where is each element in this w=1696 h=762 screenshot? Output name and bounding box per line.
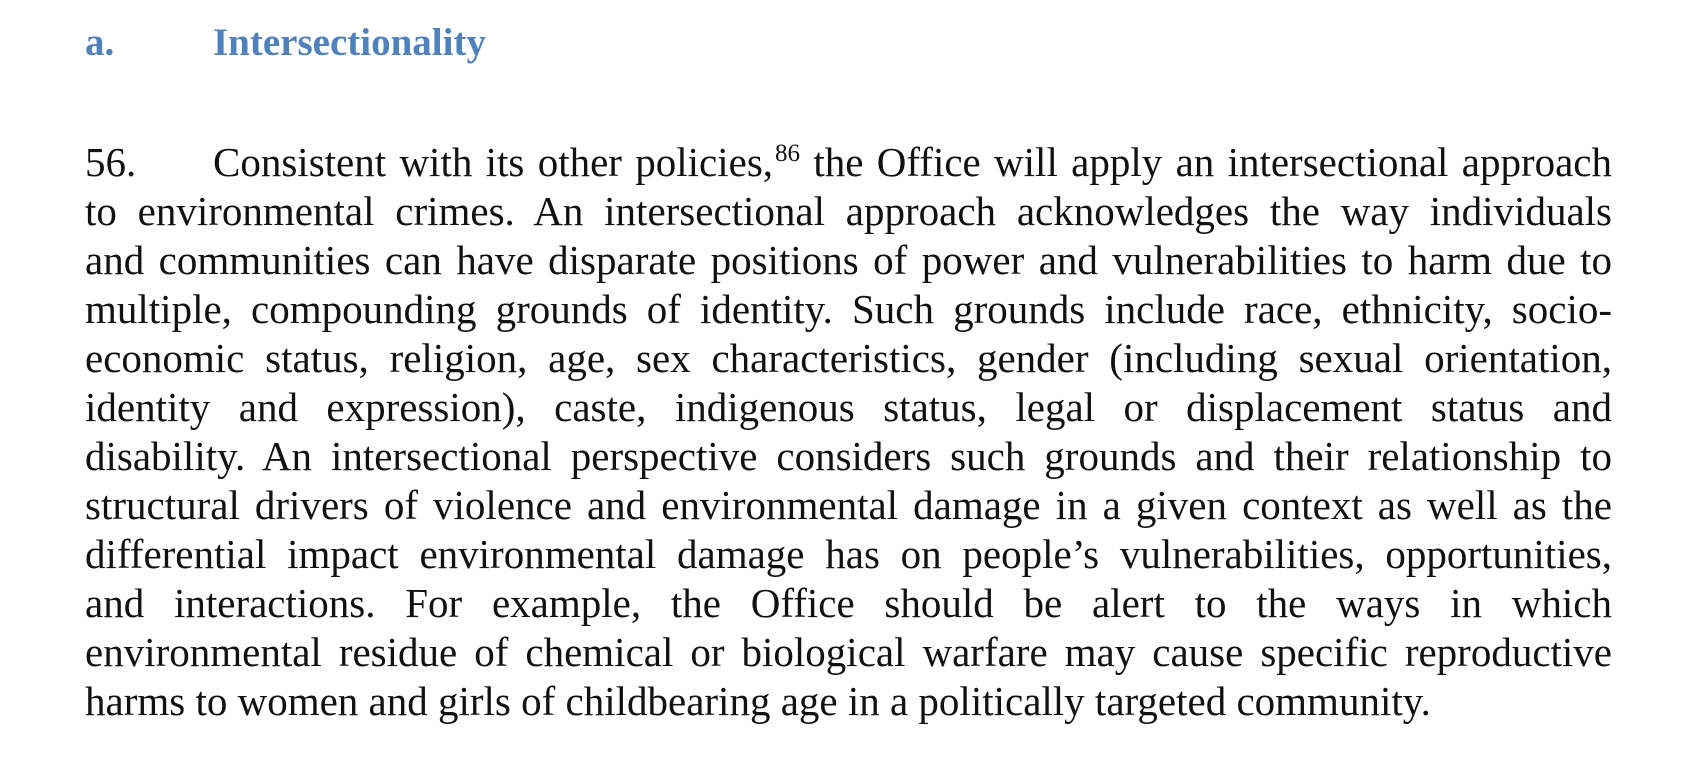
paragraph-text: the Office will apply an intersectional approach — [813, 139, 1612, 185]
paragraph-line: identity and expression), caste, indigenous status, legal or displacement status and — [85, 384, 1612, 430]
section-number: a. — [85, 21, 115, 64]
footnote-reference[interactable]: 86 — [775, 140, 801, 167]
section-heading — [85, 20, 486, 67]
paragraph-line: structural drivers of violence and environmental damage in a given context as well as the — [85, 482, 1612, 528]
paragraph-line: and communities can have disparate positions of power and vulnerabilities to harm due to — [85, 237, 1612, 283]
paragraph-line: economic status, religion, age, sex characteristics, gender (including sexual orientation, — [85, 335, 1612, 381]
paragraph-line: differential impact environmental damage has on people’s vulnerabilities, opportunities, — [85, 531, 1612, 577]
paragraph-line: multiple, compounding grounds of identity. Such grounds include race, ethnicity, socio- — [85, 286, 1612, 332]
paragraph-56 — [85, 138, 1612, 726]
paragraph-line: disability. An intersectional perspective considers such grounds and their relationship to — [85, 433, 1612, 479]
section-title: Intersectionality — [213, 21, 486, 64]
paragraph-line: and interactions. For example, the Office should be alert to the ways in which — [85, 580, 1612, 626]
paragraph-number: 56. — [85, 139, 137, 185]
paragraph-line: to environmental crimes. An intersectional approach acknowledges the way individuals — [85, 188, 1612, 234]
paragraph-line — [85, 138, 1612, 187]
paragraph-line: environmental residue of chemical or biological warfare may cause specific reproductive — [85, 629, 1612, 675]
paragraph-text: Consistent with its other policies, — [213, 139, 774, 185]
paragraph-line: harms to women and girls of childbearing age in a politically targeted community. — [85, 678, 1431, 724]
